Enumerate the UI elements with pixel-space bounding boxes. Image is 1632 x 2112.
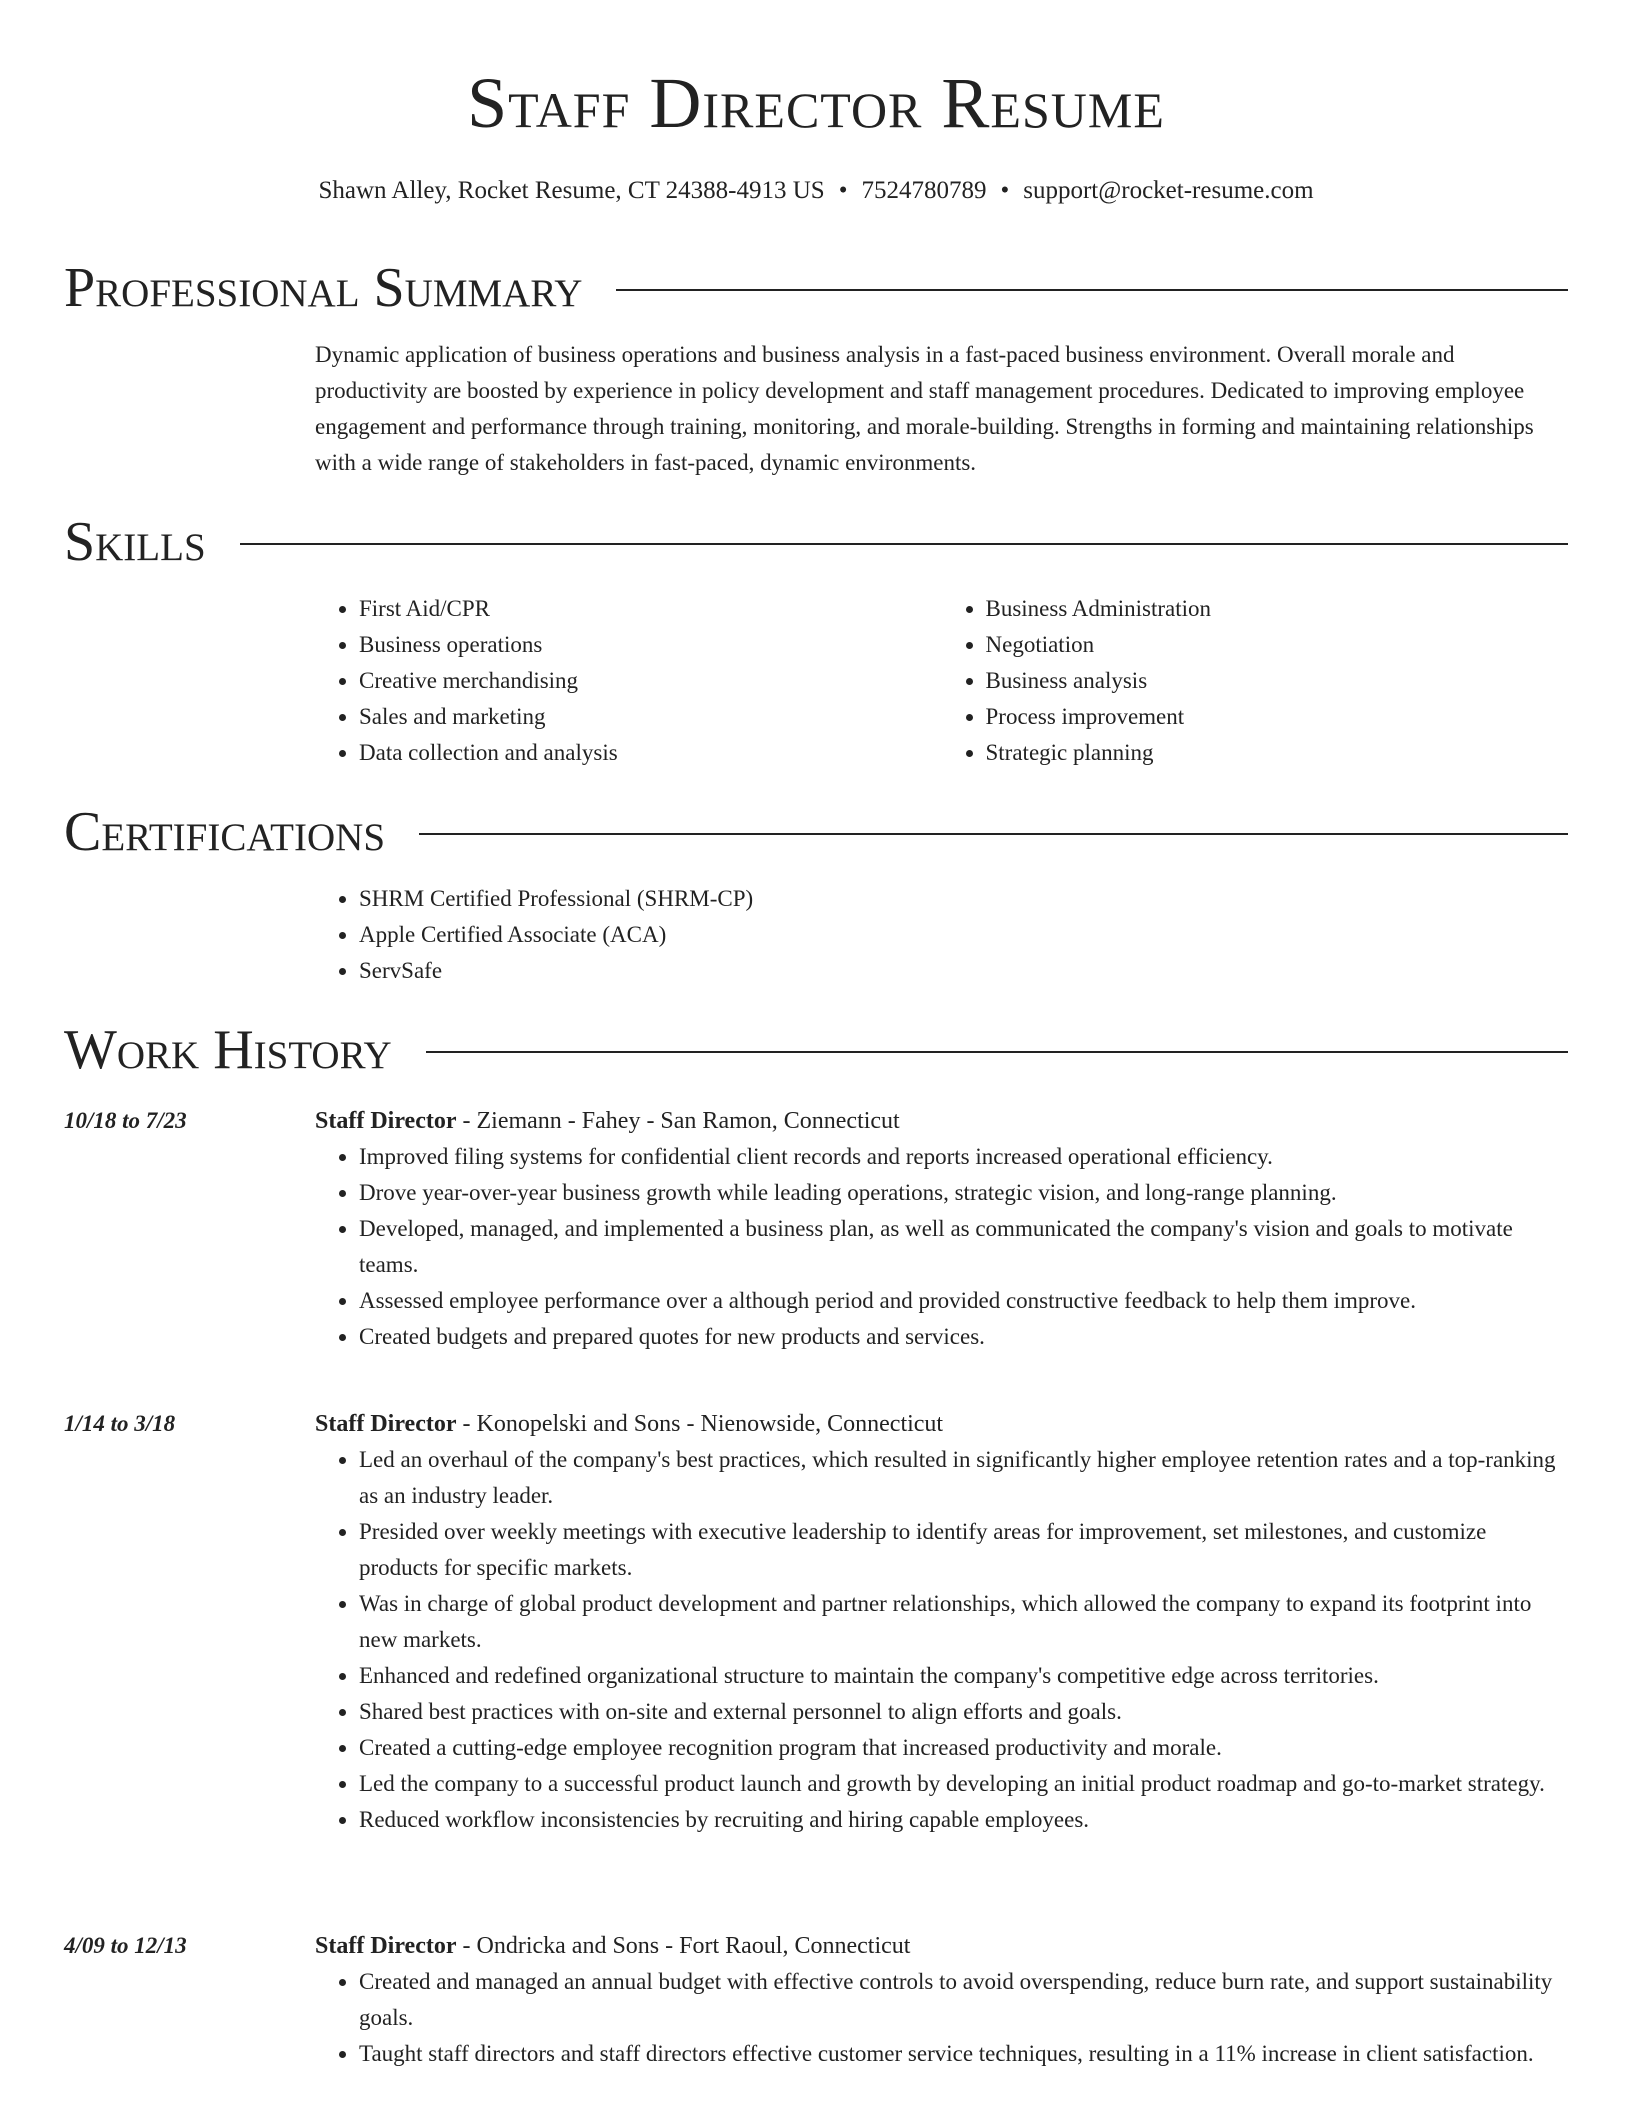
job-bullet: • Created a cutting-edge employee recognition program that increased productivity and morale.	[359, 1730, 1568, 1766]
skill-item: • Strategic planning	[986, 735, 1569, 771]
job-bullet: • Shared best practices with on-site and external personnel to align efforts and goals.	[359, 1694, 1568, 1730]
job-entry	[315, 1406, 1568, 1838]
contact-line	[0, 174, 1632, 208]
summary-block	[315, 337, 1568, 481]
job-bullets	[315, 1139, 1568, 1355]
skill-item: • First Aid/CPR	[359, 591, 942, 627]
skill-item: • Business analysis	[986, 663, 1569, 699]
section-header-skills	[64, 510, 1568, 574]
certification-item: • ServSafe	[359, 953, 1568, 989]
contact-separator: •	[838, 177, 848, 204]
job-bullet: • Assessed employee performance over a although period and provided constructive feedback to help them improve.	[359, 1283, 1568, 1319]
resume-title: Staff Director Resume	[467, 63, 1165, 143]
summary-text: Dynamic application of business operations and business analysis in a fast-paced business environment. Overall morale and productivity are boosted by experience in policy development and staff management procedures. Dedicated to improving employee engagement and performance through training, monitoring, and morale-building. Strengths in forming and maintaining relationships with a wide range of stakeholders in fast-paced, dynamic environments.	[315, 342, 1534, 475]
job-title: Staff Director	[315, 1933, 457, 1959]
section-divider	[616, 289, 1568, 291]
job-bullet: • Created budgets and prepared quotes for new products and services.	[359, 1319, 1568, 1355]
job-bullet: • Reduced workflow inconsistencies by recruiting and hiring capable employees.	[359, 1802, 1568, 1838]
job-bullet: • Created and managed an annual budget with effective controls to avoid overspending, reduce burn rate, and support sustainability goals.	[359, 1964, 1568, 2036]
skill-item: • Negotiation	[986, 627, 1569, 663]
skills-grid	[315, 591, 1568, 771]
job-heading	[315, 1103, 1568, 1139]
skill-item: • Business operations	[359, 627, 942, 663]
contact-separator: •	[1000, 177, 1010, 204]
certifications-block	[315, 881, 1568, 989]
section-header-summary	[64, 256, 1568, 320]
job-employer: - Ziemann - Fahey - San Ramon, Connecticut	[456, 1108, 900, 1134]
skill-item: • Creative merchandising	[359, 663, 942, 699]
job-dates: 4/09 to 12/13	[64, 1933, 187, 1958]
job-bullet: • Led the company to a successful product launch and growth by developing an initial product roadmap and go-to-market strategy.	[359, 1766, 1568, 1802]
job-employer: - Ondricka and Sons - Fort Raoul, Connecticut	[456, 1933, 911, 1959]
skill-item: • Process improvement	[986, 699, 1569, 735]
skills-list-right	[942, 591, 1569, 771]
job-bullet: • Enhanced and redefined organizational structure to maintain the company's competitive edge across territories.	[359, 1658, 1568, 1694]
job-bullet: • Improved filing systems for confidential client records and reports increased operational efficiency.	[359, 1139, 1568, 1175]
skill-item: • Sales and marketing	[359, 699, 942, 735]
job-heading	[315, 1928, 1568, 1964]
certifications-list	[315, 881, 1568, 989]
job-bullet: • Taught staff directors and staff directors effective customer service techniques, resulting in a 11% increase in client satisfaction.	[359, 2036, 1568, 2072]
job-dates: 10/18 to 7/23	[64, 1108, 187, 1133]
contact-email: support@rocket-resume.com	[1023, 177, 1314, 204]
job-entry	[315, 1928, 1568, 2072]
job-heading	[315, 1406, 1568, 1442]
section-divider	[426, 1051, 1568, 1053]
section-title-summary: Professional Summary	[64, 257, 583, 319]
job-employer: - Konopelski and Sons - Nienowside, Connecticut	[456, 1411, 944, 1437]
contact-phone: 7524780789	[861, 177, 987, 204]
skill-item: • Data collection and analysis	[359, 735, 942, 771]
job-bullet: • Drove year-over-year business growth while leading operations, strategic vision, and long-range planning.	[359, 1175, 1568, 1211]
section-title-work-history: Work History	[64, 1019, 392, 1081]
section-title-certifications: Certifications	[64, 801, 386, 863]
skill-item: • Business Administration	[986, 591, 1569, 627]
job-bullet: • Led an overhaul of the company's best practices, which resulted in significantly higher employee retention rates and a top-ranking as an industry leader.	[359, 1442, 1568, 1514]
contact-address: Shawn Alley, Rocket Resume, CT 24388-4913 US	[318, 177, 825, 204]
job-title: Staff Director	[315, 1108, 457, 1134]
job-entry	[315, 1103, 1568, 1355]
job-bullet: • Was in charge of global product development and partner relationships, which allowed the company to expand its footprint into new markets.	[359, 1586, 1568, 1658]
job-bullets	[315, 1442, 1568, 1838]
job-title: Staff Director	[315, 1411, 457, 1437]
section-header-work-history	[64, 1018, 1568, 1082]
job-dates: 1/14 to 3/18	[64, 1411, 176, 1436]
certification-item: • SHRM Certified Professional (SHRM-CP)	[359, 881, 1568, 917]
section-divider	[419, 833, 1568, 835]
job-bullet: • Presided over weekly meetings with executive leadership to identify areas for improvement, set milestones, and customize products for specific markets.	[359, 1514, 1568, 1586]
skills-list-left	[315, 591, 942, 771]
job-bullets	[315, 1964, 1568, 2072]
job-bullet: • Developed, managed, and implemented a business plan, as well as communicated the company's vision and goals to motivate teams.	[359, 1211, 1568, 1283]
skills-block	[315, 591, 1568, 771]
section-title-skills: Skills	[64, 511, 206, 573]
section-divider	[240, 543, 1568, 545]
certification-item: • Apple Certified Associate (ACA)	[359, 917, 1568, 953]
section-header-certifications	[64, 800, 1568, 864]
